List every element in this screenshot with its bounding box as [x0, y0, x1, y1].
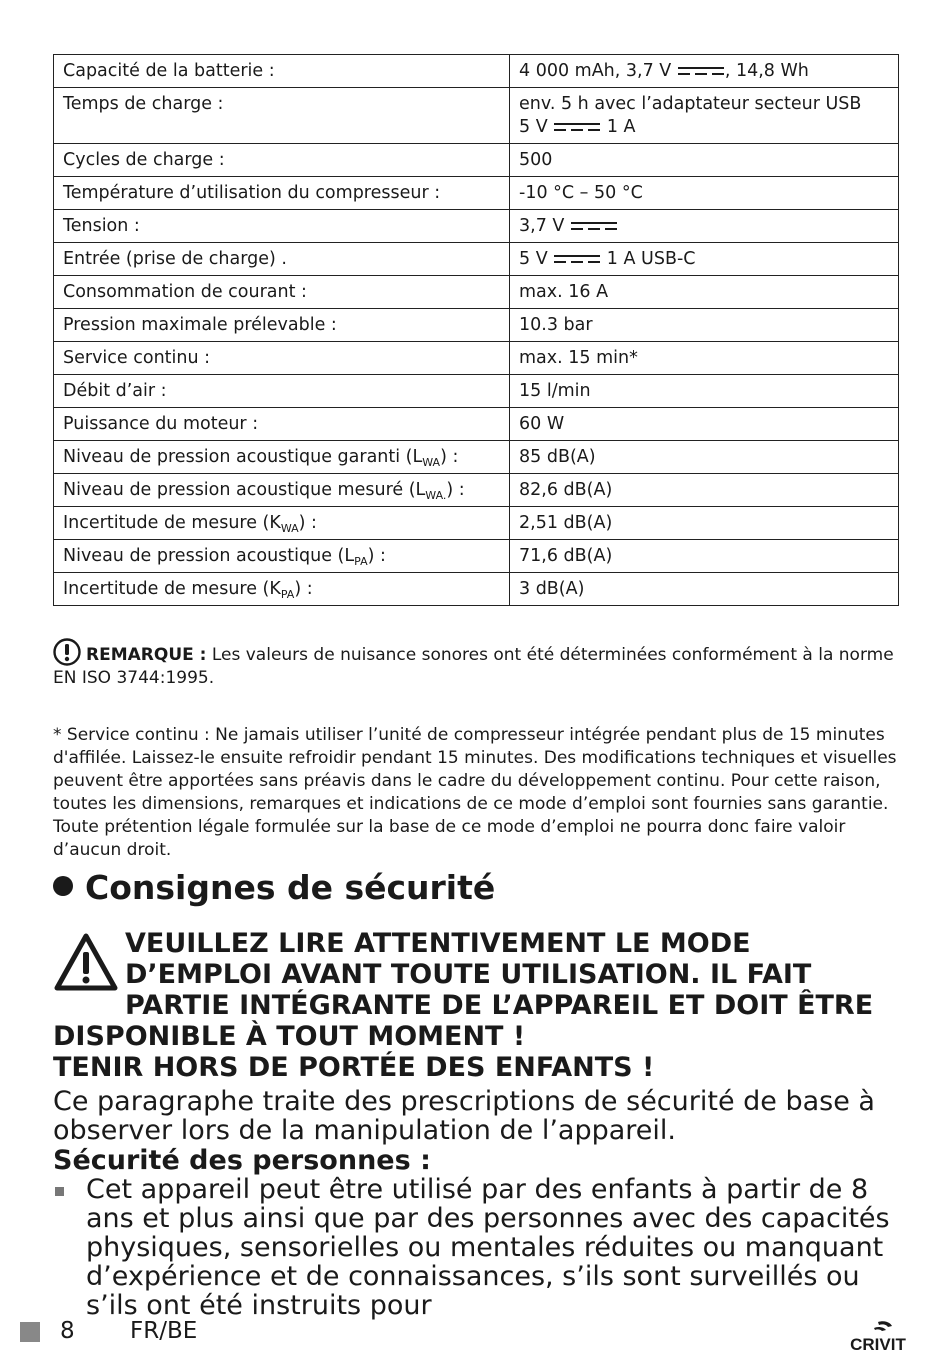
spec-value: 500 — [510, 144, 899, 177]
spec-row — [54, 573, 899, 606]
spec-value: env. 5 h avec l’adaptateur secteur USB 5 V 1 A — [510, 88, 899, 144]
language-code: FR/BE — [130, 1318, 198, 1344]
spec-label: Débit d’air : — [54, 375, 510, 408]
spec-label: Température d’utilisation du compresseur : — [54, 177, 510, 210]
spec-label: Consommation de courant : — [54, 276, 510, 309]
spec-label: Pression maximale prélevable : — [54, 309, 510, 342]
dc-symbol-icon — [570, 221, 618, 231]
spec-label: Service continu : — [54, 342, 510, 375]
spec-label: Temps de charge : — [54, 88, 510, 144]
spec-label: Capacité de la batterie : — [54, 55, 510, 88]
spec-value: -10 °C – 50 °C — [510, 177, 899, 210]
spec-row — [54, 88, 899, 144]
spec-value: 15 l/min — [510, 375, 899, 408]
list-item-text: Cet appareil peut être utilisé par des enfants à partir de 8 ans et plus ainsi que par des personnes avec des capacités physiques, sensorielles ou mentales réduites ou manquant d’expérience et de connaissances, s’ils sont surveillés ou s’ils ont été instruits pour — [86, 1174, 890, 1321]
spec-row — [54, 243, 899, 276]
spec-row — [54, 540, 899, 573]
spec-value: 5 V 1 A USB-C — [510, 243, 899, 276]
spec-row — [54, 144, 899, 177]
spec-value: 82,6 dB(A) — [510, 474, 899, 507]
remark-text: Les valeurs de nuisance sonores ont été déterminées conformément à la norme EN ISO 3744:1995. — [53, 645, 894, 688]
spec-row — [54, 342, 899, 375]
spec-row — [54, 177, 899, 210]
warning-text: VEUILLEZ LIRE ATTENTIVEMENT LE MODE D’EMPLOI AVANT TOUTE UTILISATION. IL FAIT PARTIE INTÉGRANTE DE L’APPAREIL ET DOIT ÊTRE DISPONIBLE À TOUT MOMENT ! — [53, 928, 874, 1052]
spec-row — [54, 408, 899, 441]
spec-value: 2,51 dB(A) — [510, 507, 899, 540]
section-title — [53, 868, 495, 907]
spec-value: max. 16 A — [510, 276, 899, 309]
spec-row — [54, 375, 899, 408]
spec-value: max. 15 min* — [510, 342, 899, 375]
spec-label: Cycles de charge : — [54, 144, 510, 177]
spec-value: 3 dB(A) — [510, 573, 899, 606]
spec-label: Tension : — [54, 210, 510, 243]
spec-value: 3,7 V — [510, 210, 899, 243]
bullet-icon — [53, 876, 73, 896]
spec-value: 10.3 bar — [510, 309, 899, 342]
list-bullet-icon — [55, 1187, 64, 1196]
spec-label: Incertitude de mesure $(K_{WA})$ : — [54, 507, 510, 540]
svg-text:CRIVIT: CRIVIT — [850, 1335, 906, 1354]
spec-value: 60 W — [510, 408, 899, 441]
subheading: Sécurité des personnes : — [53, 1145, 431, 1176]
spec-label: Niveau de pression acoustique mesuré $(L_{WA.})$ : — [54, 474, 510, 507]
spec-label: Niveau de pression acoustique garanti $(L_{WA})$ : — [54, 441, 510, 474]
spec-label: Puissance du moteur : — [54, 408, 510, 441]
warning-triangle-icon — [53, 932, 119, 992]
warning-block — [53, 928, 883, 1083]
footnote: * Service continu : Ne jamais utiliser l’unité de compresseur intégrée pendant plus de 15 minutes d'affilée. Laissez-le ensuite refroidir pendant 15 minutes. Des modifications techniques et visuelles peuvent être apportées sans préavis dans le cadre du développement continu. Pour cette raison, toutes les dimensions, remarques et indications de ce mode d’emploi sont fournies sans garantie. Toute prétention légale formulée sur la base de ce mode d’emploi ne pourra donc faire valoir d’aucun droit. — [53, 725, 897, 860]
spec-row — [54, 276, 899, 309]
spec-row — [54, 210, 899, 243]
spec-row — [54, 474, 899, 507]
spec-row — [54, 507, 899, 540]
dc-symbol-icon — [553, 254, 601, 264]
section-title-text: Consignes de sécurité — [85, 868, 496, 907]
spec-value: 71,6 dB(A) — [510, 540, 899, 573]
specifications-table — [53, 54, 899, 606]
spec-row — [54, 309, 899, 342]
exclamation-icon — [53, 638, 81, 666]
footer-square-icon — [20, 1322, 40, 1342]
spec-label: Niveau de pression acoustique $(L_{PA})$ : — [54, 540, 510, 573]
list-item — [53, 1175, 893, 1320]
spec-label: Incertitude de mesure $(K_{PA})$ : — [54, 573, 510, 606]
warning-children-text: TENIR HORS DE PORTÉE DES ENFANTS ! — [53, 1052, 655, 1083]
intro-paragraph: Ce paragraphe traite des prescriptions de sécurité de base à observer lors de la manipulation de l’appareil. — [53, 1086, 875, 1146]
spec-value: 85 dB(A) — [510, 441, 899, 474]
spec-row — [54, 441, 899, 474]
spec-label: Entrée (prise de charge) . — [54, 243, 510, 276]
crivit-logo — [838, 1318, 918, 1354]
remark-label: REMARQUE : — [86, 645, 207, 665]
page-number: 8 — [60, 1318, 75, 1344]
spec-row — [54, 55, 899, 88]
remark-note — [53, 638, 903, 690]
page-footer — [20, 1318, 920, 1358]
spec-value: 4 000 mAh, 3,7 V , 14,8 Wh — [510, 55, 899, 88]
dc-symbol-icon — [553, 122, 601, 132]
dc-symbol-icon — [677, 66, 725, 76]
